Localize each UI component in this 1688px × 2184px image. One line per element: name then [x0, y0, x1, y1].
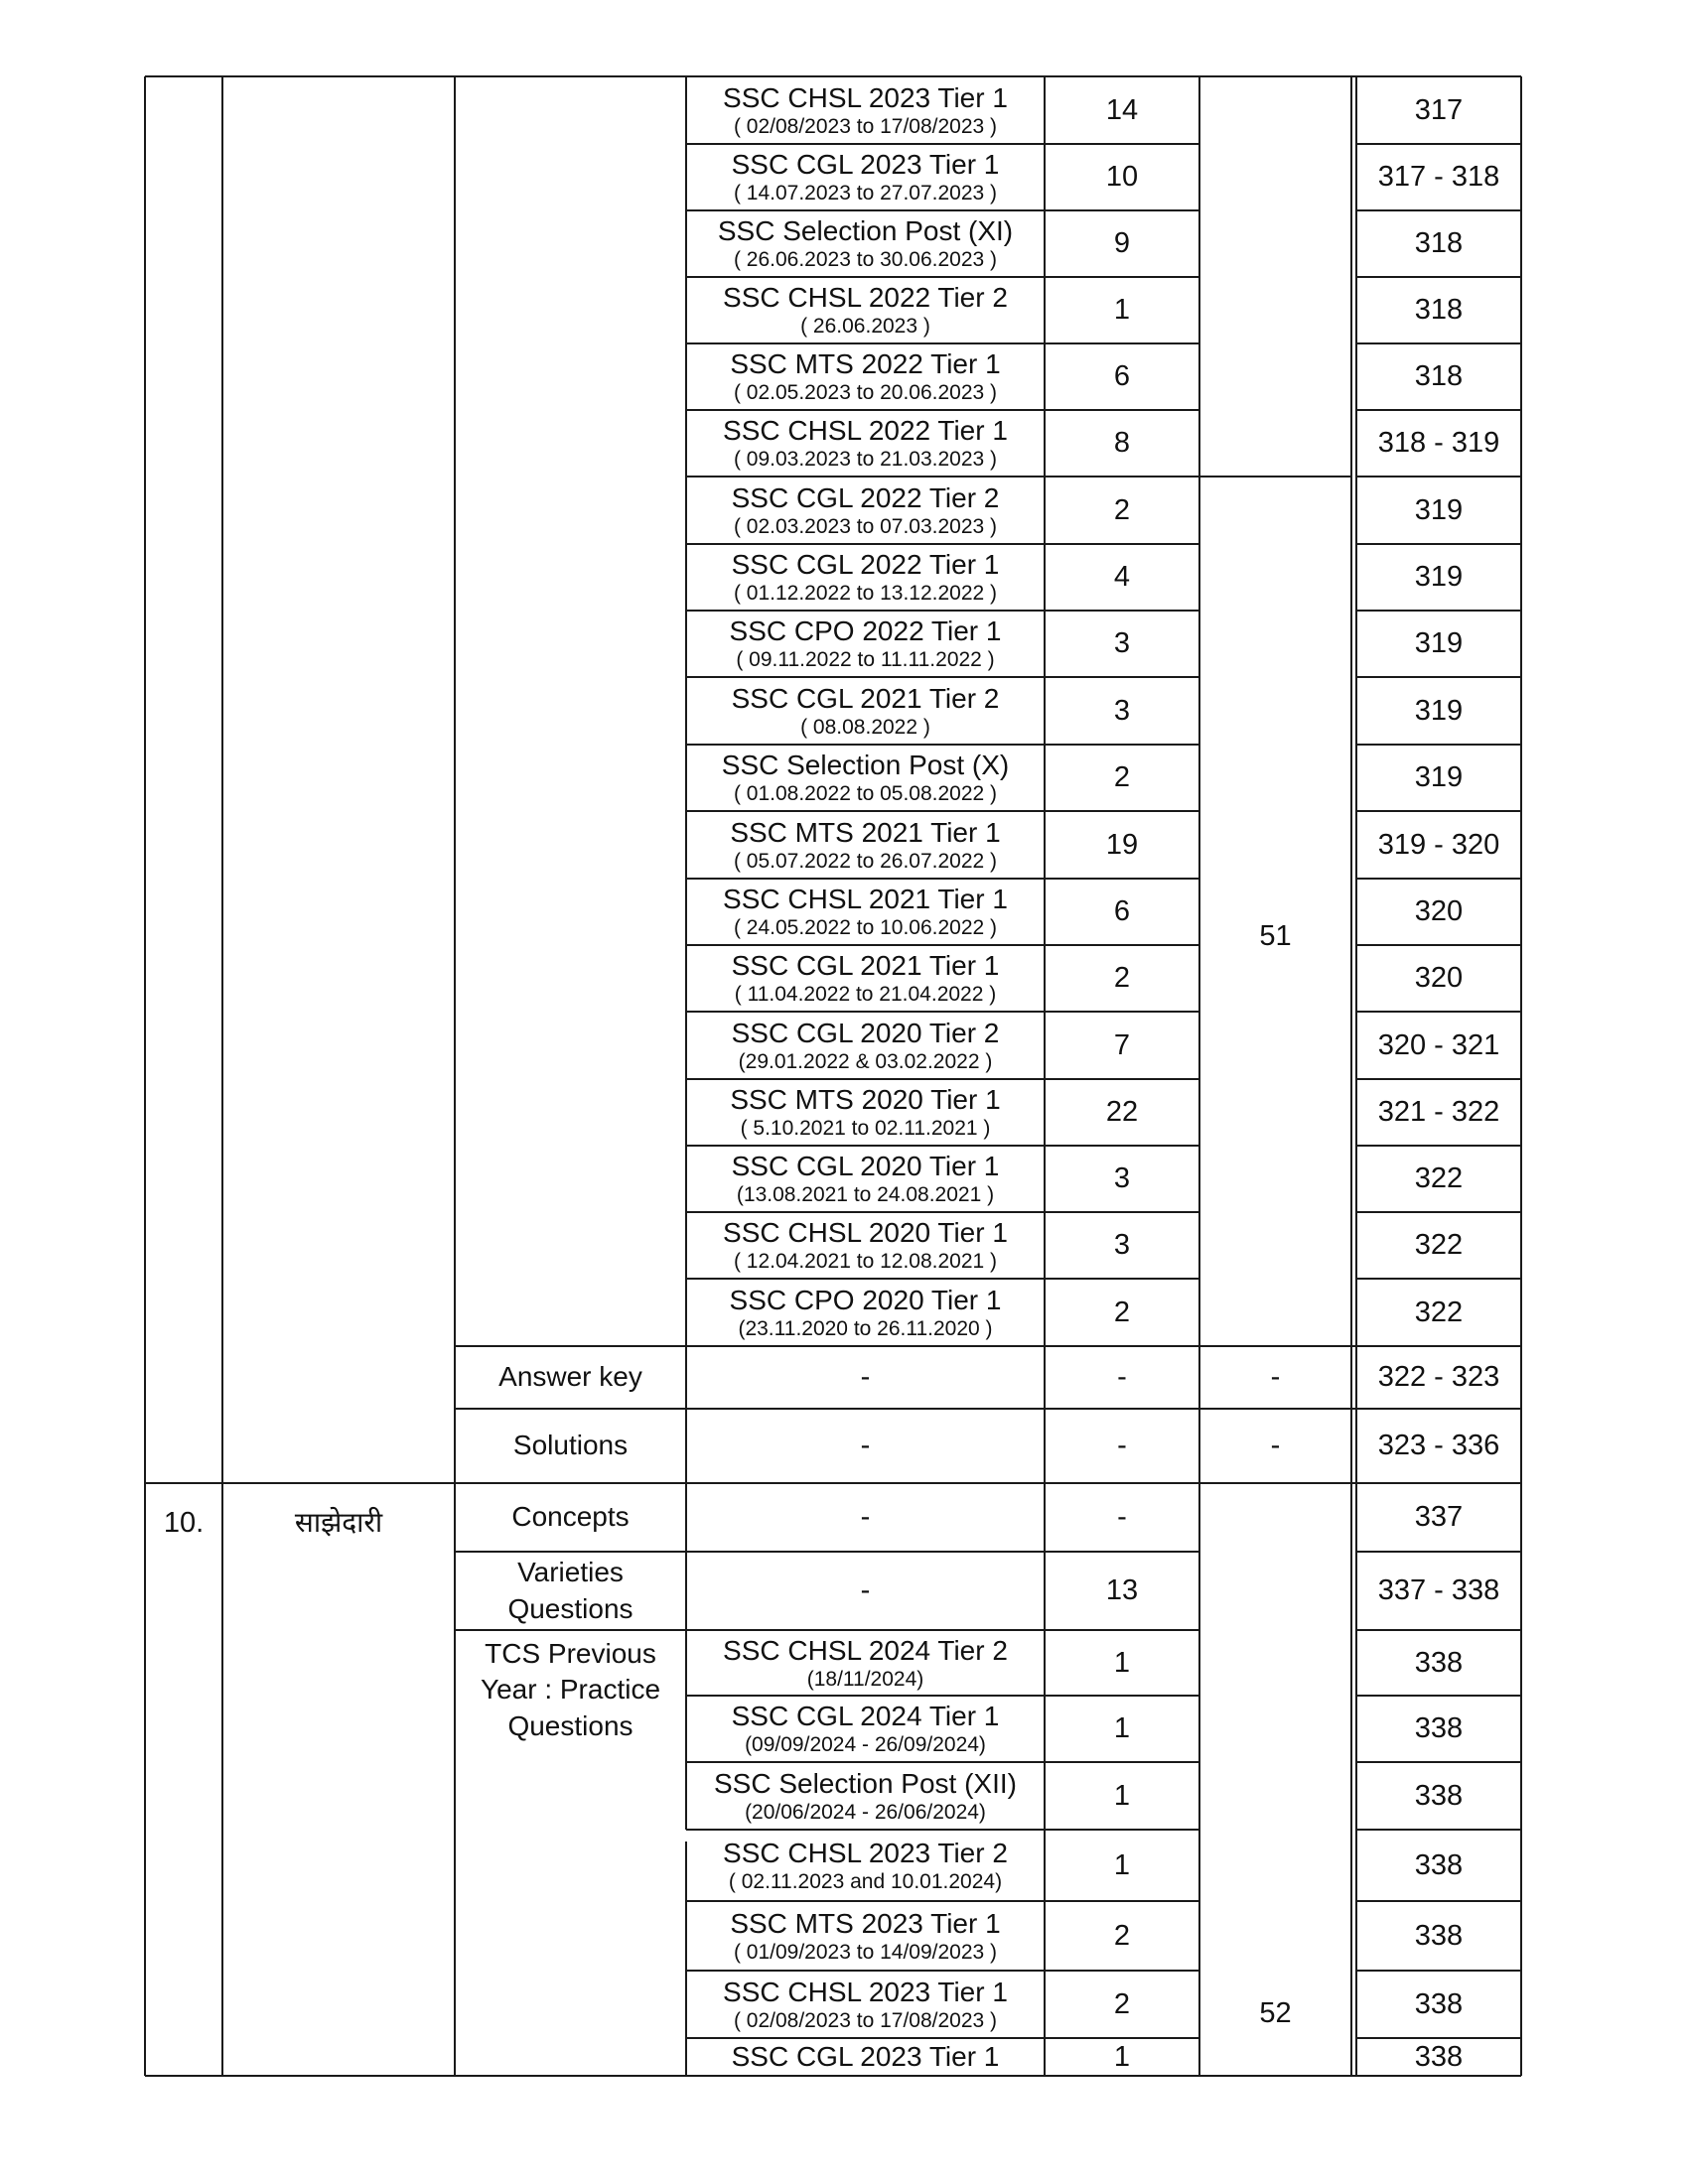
- page-range: 319: [1414, 561, 1464, 594]
- page-range: 338: [1414, 1848, 1464, 1881]
- exam-dates: ( 24.05.2022 to 10.06.2022 ): [733, 916, 998, 940]
- group-total: 51: [1259, 919, 1292, 952]
- page-range: 320: [1414, 895, 1464, 928]
- exam-name: -: [860, 1501, 871, 1534]
- question-count: 1: [1113, 1712, 1131, 1745]
- question-count: 3: [1113, 1162, 1131, 1195]
- exam-cell: [686, 1146, 1045, 1212]
- question-count-cell: [1045, 1146, 1199, 1212]
- exam-dates: ( 01.08.2022 to 05.08.2022 ): [733, 782, 998, 806]
- page-range-cell: [1356, 1212, 1521, 1279]
- question-count: -: [1117, 1361, 1127, 1394]
- page-range-cell: [1356, 1696, 1521, 1762]
- question-count-cell: [1045, 811, 1199, 879]
- section-label: Answer key: [498, 1361, 642, 1393]
- page-range-cell: [1356, 343, 1521, 410]
- exam-dates: ( 12.04.2021 to 12.08.2021 ): [733, 1250, 998, 1274]
- page-range-cell: [1356, 1630, 1521, 1696]
- question-count-cell: [1045, 144, 1199, 210]
- exam-dates: (20/06/2024 - 26/06/2024): [745, 1800, 986, 1824]
- page-range: 322: [1414, 1296, 1464, 1328]
- group-total-cell: [1199, 1346, 1351, 1409]
- exam-cell: [686, 1696, 1045, 1762]
- group-total-cell: [1199, 477, 1351, 1396]
- exam-name: SSC Selection Post (XI): [717, 215, 1014, 247]
- page-range: 322: [1414, 1229, 1464, 1262]
- page-range-cell: [1356, 544, 1521, 611]
- page-range-cell: [1356, 210, 1521, 277]
- exam-cell: [686, 1279, 1045, 1346]
- exam-dates: (09/09/2024 - 26/09/2024): [745, 1733, 986, 1757]
- page-range: 317: [1414, 93, 1464, 126]
- exam-cell: [686, 1212, 1045, 1279]
- exam-name: SSC CHSL 2023 Tier 1: [723, 81, 1008, 113]
- exam-cell: [686, 1971, 1045, 2038]
- page-range: 337: [1414, 1501, 1464, 1534]
- question-count: 6: [1113, 360, 1131, 393]
- page-range-cell: [1356, 611, 1521, 677]
- page-range-cell: [1356, 879, 1521, 945]
- question-count-cell: [1045, 1409, 1199, 1483]
- question-count-cell: [1045, 1483, 1199, 1552]
- question-count: 3: [1113, 694, 1131, 727]
- exam-name: SSC CHSL 2022 Tier 1: [723, 415, 1008, 447]
- question-count-cell: [1045, 1696, 1199, 1762]
- exam-cell: [686, 76, 1045, 144]
- question-count-cell: [1045, 210, 1199, 277]
- section-label: TCS Previous Year : Practice Questions: [480, 1638, 661, 1741]
- page-range-cell: [1356, 1971, 1521, 2038]
- page-range-cell: [1356, 945, 1521, 1012]
- page-range-cell: [1356, 144, 1521, 210]
- column-rule: [221, 76, 223, 2076]
- exam-name: SSC CHSL 2020 Tier 1: [723, 1217, 1008, 1249]
- question-count-cell: [1045, 1552, 1199, 1630]
- exam-dates: (23.11.2020 to 26.11.2020 ): [738, 1316, 993, 1340]
- group-total: 52: [1259, 1996, 1292, 2029]
- page-range: 319: [1414, 761, 1464, 794]
- column-rule: [144, 76, 147, 2076]
- question-count: 8: [1113, 427, 1131, 460]
- page-range: 338: [1414, 1987, 1464, 2020]
- topic-cell: [222, 1483, 455, 1563]
- question-count: 1: [1113, 1779, 1131, 1812]
- exam-cell: [686, 1630, 1045, 1696]
- page-range-cell: [1356, 1483, 1521, 1552]
- exam-cell: [686, 879, 1045, 945]
- question-count: 6: [1113, 895, 1131, 928]
- page-range: 322: [1414, 1162, 1464, 1195]
- exam-dates: ( 26.06.2023 ): [800, 315, 930, 339]
- exam-name: SSC CGL 2020 Tier 2: [731, 1017, 1000, 1048]
- page-range: 338: [1414, 1919, 1464, 1952]
- question-count-cell: [1045, 343, 1199, 410]
- question-count: 2: [1113, 962, 1131, 995]
- exam-dates: (18/11/2024): [806, 1667, 924, 1691]
- column-rule: [454, 76, 456, 2076]
- group-total-cell: [1199, 1409, 1351, 1483]
- question-count-cell: [1045, 1012, 1199, 1079]
- group-total: -: [1270, 1430, 1281, 1462]
- exam-name: SSC MTS 2021 Tier 1: [730, 816, 1001, 848]
- question-count-cell: [1045, 277, 1199, 343]
- exam-name: SSC MTS 2023 Tier 1: [730, 1907, 1001, 1939]
- exam-cell: [686, 2038, 1045, 2076]
- exam-name: SSC CGL 2021 Tier 1: [731, 950, 1000, 982]
- question-count: 3: [1113, 1229, 1131, 1262]
- question-count-cell: [1045, 945, 1199, 1012]
- page-range: 320 - 321: [1377, 1028, 1500, 1061]
- question-count: 4: [1113, 561, 1131, 594]
- question-count-cell: [1045, 1830, 1199, 1901]
- exam-dates: ( 14.07.2023 to 27.07.2023 ): [733, 182, 998, 205]
- question-count: 9: [1113, 227, 1131, 260]
- exam-dates: ( 05.07.2022 to 26.07.2022 ): [733, 849, 998, 873]
- page-range: 318 - 319: [1377, 427, 1500, 460]
- question-count-cell: [1045, 1762, 1199, 1830]
- exam-cell: [686, 1409, 1045, 1483]
- question-count-cell: [1045, 477, 1199, 544]
- section-label: Varieties Questions: [507, 1557, 633, 1624]
- page-range: 318: [1414, 294, 1464, 327]
- exam-dates: (29.01.2022 & 03.02.2022 ): [738, 1049, 993, 1073]
- exam-dates: ( 09.11.2022 to 11.11.2022 ): [736, 648, 995, 672]
- exam-dates: ( 08.08.2022 ): [800, 715, 930, 739]
- exam-cell: [686, 1483, 1045, 1552]
- exam-dates: ( 09.03.2023 to 21.03.2023 ): [733, 448, 998, 472]
- topic-name: साझेदारी: [294, 1506, 383, 1538]
- exam-name: SSC CGL 2023 Tier 1: [731, 149, 1000, 181]
- serial-number: 10.: [163, 1506, 205, 1539]
- exam-dates: ( 02.05.2023 to 20.06.2023 ): [733, 381, 998, 405]
- question-count: 2: [1113, 1919, 1131, 1952]
- question-count-cell: [1045, 745, 1199, 811]
- exam-name: -: [860, 1574, 871, 1607]
- page-range-cell: [1356, 745, 1521, 811]
- question-count: 2: [1113, 493, 1131, 526]
- exam-cell: [686, 1079, 1045, 1146]
- section-label-cell: [475, 1630, 666, 1785]
- page-range: 337 - 338: [1377, 1574, 1500, 1607]
- section-label-cell: [494, 1552, 646, 1630]
- question-count-cell: [1045, 1279, 1199, 1346]
- exam-cell: [686, 1552, 1045, 1630]
- question-count: -: [1117, 1430, 1127, 1462]
- exam-name: SSC CHSL 2022 Tier 2: [723, 282, 1008, 314]
- question-count: 2: [1113, 761, 1131, 794]
- exam-cell: [686, 210, 1045, 277]
- group-total: -: [1270, 1361, 1281, 1394]
- question-count-cell: [1045, 1901, 1199, 1971]
- exam-cell: [686, 1830, 1045, 1901]
- page-range-cell: [1356, 2038, 1521, 2076]
- exam-dates: ( 01.12.2022 to 13.12.2022 ): [733, 582, 998, 606]
- exam-dates: ( 26.06.2023 to 30.06.2023 ): [733, 248, 998, 272]
- page-range-cell: [1356, 1346, 1521, 1409]
- question-count: 10: [1105, 161, 1139, 194]
- exam-cell: [686, 1012, 1045, 1079]
- exam-name: SSC CHSL 2023 Tier 2: [723, 1837, 1008, 1868]
- question-count: 2: [1113, 1296, 1131, 1328]
- page-range-cell: [1356, 410, 1521, 477]
- page-range-cell: [1356, 1830, 1521, 1901]
- question-count-cell: [1045, 1212, 1199, 1279]
- page-range: 317 - 318: [1377, 161, 1500, 194]
- section-label-cell: [455, 1483, 686, 1552]
- exam-name: SSC CHSL 2023 Tier 1: [723, 1976, 1008, 2007]
- question-count-cell: [1045, 544, 1199, 611]
- exam-cell: [686, 410, 1045, 477]
- page-range: 323 - 336: [1377, 1430, 1500, 1462]
- question-count-cell: [1045, 1079, 1199, 1146]
- page-range: 318: [1414, 227, 1464, 260]
- question-count: 19: [1105, 828, 1139, 861]
- page-range: 338: [1414, 1646, 1464, 1679]
- question-count-cell: [1045, 879, 1199, 945]
- exam-name: SSC CPO 2022 Tier 1: [729, 615, 1002, 647]
- exam-name: SSC CGL 2020 Tier 1: [731, 1151, 1000, 1182]
- exam-cell: [686, 1762, 1045, 1830]
- serial-number-cell: [145, 1483, 222, 1563]
- exam-name: SSC CGL 2022 Tier 1: [731, 549, 1000, 581]
- section-label: Solutions: [512, 1430, 629, 1461]
- exam-name: SSC CHSL 2021 Tier 1: [723, 884, 1008, 915]
- page-range: 319: [1414, 694, 1464, 727]
- section-label-cell: [455, 1346, 686, 1409]
- exam-dates: ( 01/09/2023 to 14/09/2023 ): [733, 1940, 998, 1964]
- page-range-cell: [1356, 1279, 1521, 1346]
- exam-cell: [686, 745, 1045, 811]
- exam-name: SSC CHSL 2024 Tier 2: [723, 1634, 1008, 1666]
- page-range: 318: [1414, 360, 1464, 393]
- page-range-cell: [1356, 1409, 1521, 1483]
- exam-cell: [686, 544, 1045, 611]
- exam-name: SSC MTS 2022 Tier 1: [730, 348, 1001, 380]
- exam-name: SSC CGL 2021 Tier 2: [731, 682, 1000, 714]
- exam-dates: ( 11.04.2022 to 21.04.2022 ): [734, 983, 997, 1007]
- exam-name: SSC CGL 2024 Tier 1: [731, 1701, 1000, 1732]
- exam-cell: [686, 945, 1045, 1012]
- question-count: 1: [1113, 294, 1131, 327]
- exam-cell: [686, 811, 1045, 879]
- question-count-cell: [1045, 611, 1199, 677]
- question-count: 13: [1105, 1574, 1139, 1607]
- exam-dates: ( 02/08/2023 to 17/08/2023 ): [733, 2008, 998, 2032]
- exam-name: SSC MTS 2020 Tier 1: [730, 1084, 1001, 1116]
- exam-cell: [686, 144, 1045, 210]
- page-range: 321 - 322: [1377, 1096, 1500, 1129]
- question-count: -: [1117, 1501, 1127, 1534]
- question-count: 1: [1113, 1646, 1131, 1679]
- page-range: 319: [1414, 493, 1464, 526]
- page-range: 338: [1414, 1779, 1464, 1812]
- question-count-cell: [1045, 677, 1199, 745]
- page-range-cell: [1356, 677, 1521, 745]
- exam-cell: [686, 1901, 1045, 1971]
- exam-dates: ( 02.11.2023 and 10.01.2024): [728, 1869, 1003, 1893]
- question-count: 2: [1113, 1987, 1131, 2020]
- page-range-cell: [1356, 811, 1521, 879]
- exam-cell: [686, 343, 1045, 410]
- question-count-cell: [1045, 76, 1199, 144]
- exam-dates: ( 02/08/2023 to 17/08/2023 ): [733, 114, 998, 138]
- page-range-cell: [1356, 277, 1521, 343]
- exam-cell: [686, 477, 1045, 544]
- page-range: 338: [1414, 2040, 1464, 2073]
- section-label-cell: [455, 1409, 686, 1483]
- question-count: 1: [1113, 1848, 1131, 1881]
- exam-dates: ( 5.10.2021 to 02.11.2021 ): [740, 1117, 991, 1141]
- question-count-cell: [1045, 1346, 1199, 1409]
- page-range: 320: [1414, 962, 1464, 995]
- exam-dates: ( 02.03.2023 to 07.03.2023 ): [733, 514, 998, 538]
- question-count: 14: [1105, 93, 1139, 126]
- question-count: 3: [1113, 627, 1131, 660]
- page-range: 322 - 323: [1377, 1361, 1500, 1394]
- page-range-cell: [1356, 1146, 1521, 1212]
- group-total-cell: [1199, 1961, 1351, 2066]
- exam-name: SSC Selection Post (XII): [713, 1767, 1017, 1799]
- exam-cell: [686, 277, 1045, 343]
- exam-name: SSC CPO 2020 Tier 1: [729, 1284, 1002, 1315]
- question-count-cell: [1045, 2038, 1199, 2076]
- page-range-cell: [1356, 477, 1521, 544]
- exam-name: SSC CGL 2022 Tier 2: [731, 481, 1000, 513]
- page-range-cell: [1356, 1552, 1521, 1630]
- page-range-cell: [1356, 1012, 1521, 1079]
- exam-name: -: [860, 1430, 871, 1462]
- question-count: 22: [1105, 1096, 1139, 1129]
- question-count: 7: [1113, 1028, 1131, 1061]
- exam-cell: [686, 677, 1045, 745]
- exam-cell: [686, 611, 1045, 677]
- question-count-cell: [1045, 1630, 1199, 1696]
- exam-name: SSC Selection Post (X): [721, 750, 1010, 781]
- page-range: 338: [1414, 1712, 1464, 1745]
- page-range-cell: [1356, 1762, 1521, 1830]
- exam-cell: [686, 1346, 1045, 1409]
- page-range: 319 - 320: [1377, 828, 1500, 861]
- page-range-cell: [1356, 76, 1521, 144]
- question-count-cell: [1045, 410, 1199, 477]
- page-range: 319: [1414, 627, 1464, 660]
- question-count: 1: [1113, 2040, 1131, 2073]
- exam-dates: (13.08.2021 to 24.08.2021 ): [736, 1183, 995, 1207]
- index-table: [145, 76, 1521, 2094]
- exam-name: -: [860, 1361, 871, 1394]
- exam-name: SSC CGL 2023 Tier 1: [731, 2041, 1000, 2073]
- section-label: Concepts: [511, 1501, 630, 1533]
- page-range-cell: [1356, 1901, 1521, 1971]
- question-count-cell: [1045, 1971, 1199, 2038]
- page-range-cell: [1356, 1079, 1521, 1146]
